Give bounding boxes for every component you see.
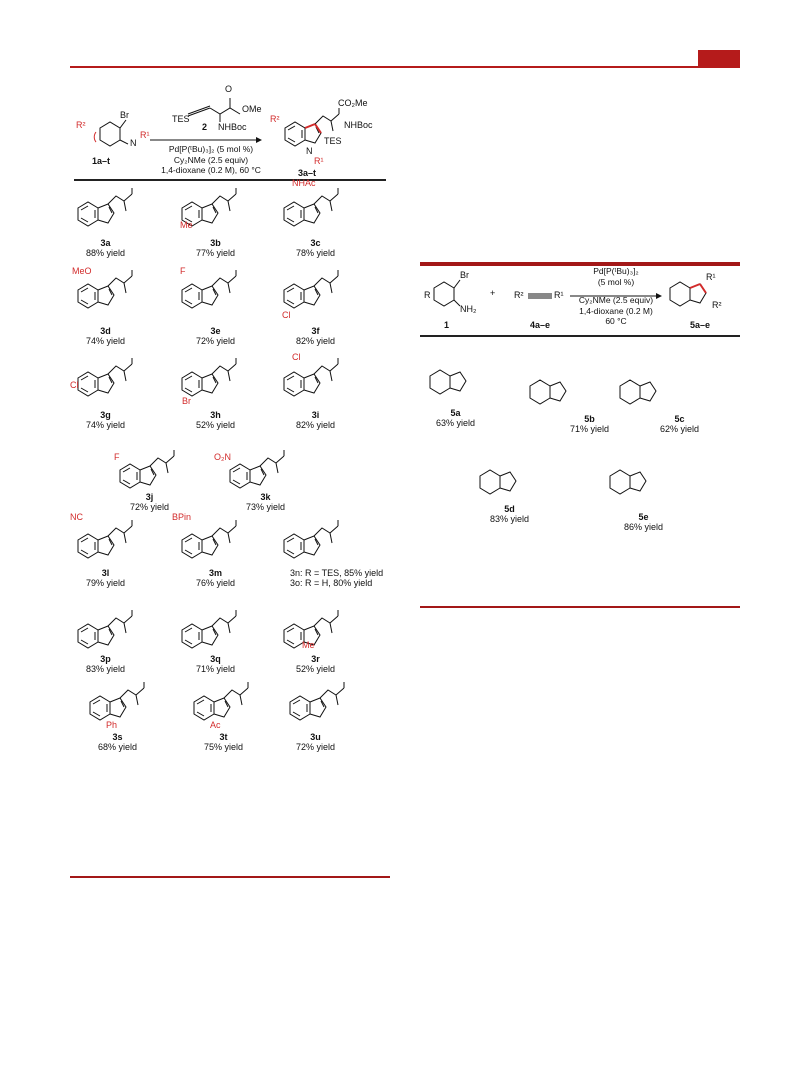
- product-nhboc: NHBoc: [344, 120, 373, 130]
- product-n: N: [306, 146, 313, 156]
- right-product-r2: R²: [712, 300, 722, 310]
- r2-label: R²: [76, 120, 86, 130]
- conditions-left: [156, 144, 266, 176]
- header-tab: [698, 50, 740, 67]
- n-label: N: [130, 138, 137, 148]
- reagent-2-label: 2: [202, 122, 208, 132]
- compound-5c: 5c 62% yield: [660, 414, 700, 434]
- sub-3m: BPin: [172, 512, 192, 522]
- compound-3l: 3l 79% yield: [86, 568, 126, 588]
- substrate-1: [94, 120, 128, 146]
- sub-3h: Br: [182, 396, 191, 406]
- right-condition-catalyst: Pd[P(ᵗBu)₃]₂: [593, 266, 639, 276]
- r1-label: R¹: [140, 130, 150, 140]
- compound-3k: 3k 73% yield: [246, 492, 286, 512]
- compound-3d: 3d 74% yield: [86, 326, 126, 346]
- right-nh2-label: NH₂: [460, 304, 477, 314]
- right-substrate-struct: [434, 280, 460, 306]
- sub-3c: NHAc: [292, 178, 316, 188]
- right-condition-loading: (5 mol %): [597, 276, 635, 287]
- sub-3k: O₂N: [214, 452, 231, 462]
- sub-3g: Cl: [70, 380, 79, 390]
- header-rule: [70, 66, 740, 68]
- o-label-reagent: O: [225, 84, 233, 94]
- alkyne-r1: R¹: [554, 290, 564, 300]
- alkyne-r2: R²: [514, 290, 524, 300]
- compound-3g: 3g 74% yield: [86, 410, 126, 430]
- compound-5a: 5a 63% yield: [436, 408, 476, 428]
- sub-3f: Cl: [282, 310, 291, 320]
- compound-3f: 3f 82% yield: [296, 326, 336, 346]
- compound-3p: 3p 83% yield: [86, 654, 126, 674]
- compound-3j: 3j 72% yield: [130, 492, 170, 512]
- compound-3r: 3r 52% yield: [296, 654, 336, 674]
- nhboc-label-reagent: NHBoc: [218, 122, 247, 132]
- right-br-label: Br: [460, 270, 469, 280]
- condition-base: Cy₂NMe (2.5 equiv): [173, 154, 249, 165]
- yield-3n: 3n: R = TES, 85% yield: [290, 568, 384, 578]
- compound-3i: 3i 82% yield: [296, 410, 336, 430]
- compound-5b: 5b 71% yield: [570, 414, 610, 434]
- right-r-label: R: [424, 290, 431, 300]
- scheme-right: [420, 268, 740, 548]
- condition-solvent: 1,4-dioxane (0.2 M), 60 °C: [161, 165, 261, 175]
- right-condition-solvent: 1,4-dioxane (0.2 M): [579, 305, 653, 316]
- right-condition-base: Cy₂NMe (2.5 equiv): [578, 295, 654, 305]
- compound-5d: 5d 83% yield: [490, 504, 530, 524]
- ome-label-reagent: OMe: [242, 104, 262, 114]
- product-label: 3a–t: [298, 168, 317, 178]
- condition-catalyst: Pd[P(ᵗBu)₃]₂ (5 mol %): [168, 144, 254, 154]
- right-alkyne-struct: [528, 294, 552, 298]
- sub-3i: Cl: [292, 352, 301, 362]
- compound-3h: 3h 52% yield: [196, 410, 236, 430]
- right-product-struct: [670, 282, 706, 306]
- tes-label-reagent: TES: [172, 114, 190, 124]
- compound-3c: 3c 78% yield: [296, 238, 336, 258]
- sub-3b: Me: [180, 220, 193, 230]
- right-product-r1: R¹: [706, 272, 716, 282]
- product-r2: R²: [270, 114, 280, 124]
- substrate-label: 1a–t: [92, 156, 111, 166]
- sub-3j: F: [114, 452, 120, 462]
- right-footer-rule: [420, 606, 740, 608]
- conditions-right: [570, 266, 662, 327]
- scheme-left: [70, 80, 390, 760]
- left-footer-rule: [70, 876, 390, 878]
- compound-3s: 3s 68% yield: [98, 732, 138, 752]
- compound-3a: 3a 88% yield: [86, 238, 126, 258]
- sub-3s: Ph: [106, 720, 118, 730]
- compound-3b: 3b 77% yield: [196, 238, 236, 258]
- right-condition-temp: 60 °C: [605, 316, 627, 326]
- compound-3t: 3t 75% yield: [204, 732, 244, 752]
- compound-3u: 3u 72% yield: [296, 732, 336, 752]
- plus-sign: +: [490, 288, 496, 298]
- product-tes: TES: [324, 136, 342, 146]
- sub-3d: MeO: [72, 266, 92, 276]
- compound-3q: 3q 71% yield: [196, 654, 236, 674]
- right-substrate-label: 1: [444, 320, 450, 330]
- product-r1: R¹: [314, 156, 324, 166]
- sub-3r: Me: [302, 640, 315, 650]
- yield-3o: 3o: R = H, 80% yield: [290, 578, 373, 588]
- alkyne-label: 4a–e: [530, 320, 551, 330]
- sub-3e: F: [180, 266, 186, 276]
- compound-3e: 3e 72% yield: [196, 326, 236, 346]
- product-co2me: CO₂Me: [338, 98, 368, 108]
- right-product-label: 5a–e: [690, 320, 711, 330]
- br-label: Br: [120, 110, 129, 120]
- reagent-2-struct: [188, 98, 240, 122]
- compound-5e: 5e 86% yield: [624, 512, 664, 532]
- compound-3n-3o: [290, 568, 383, 588]
- compound-3m: 3m 76% yield: [196, 568, 236, 588]
- sub-3l: NC: [70, 512, 83, 522]
- right-products-structs: [430, 370, 656, 494]
- sub-3t: Ac: [210, 720, 221, 730]
